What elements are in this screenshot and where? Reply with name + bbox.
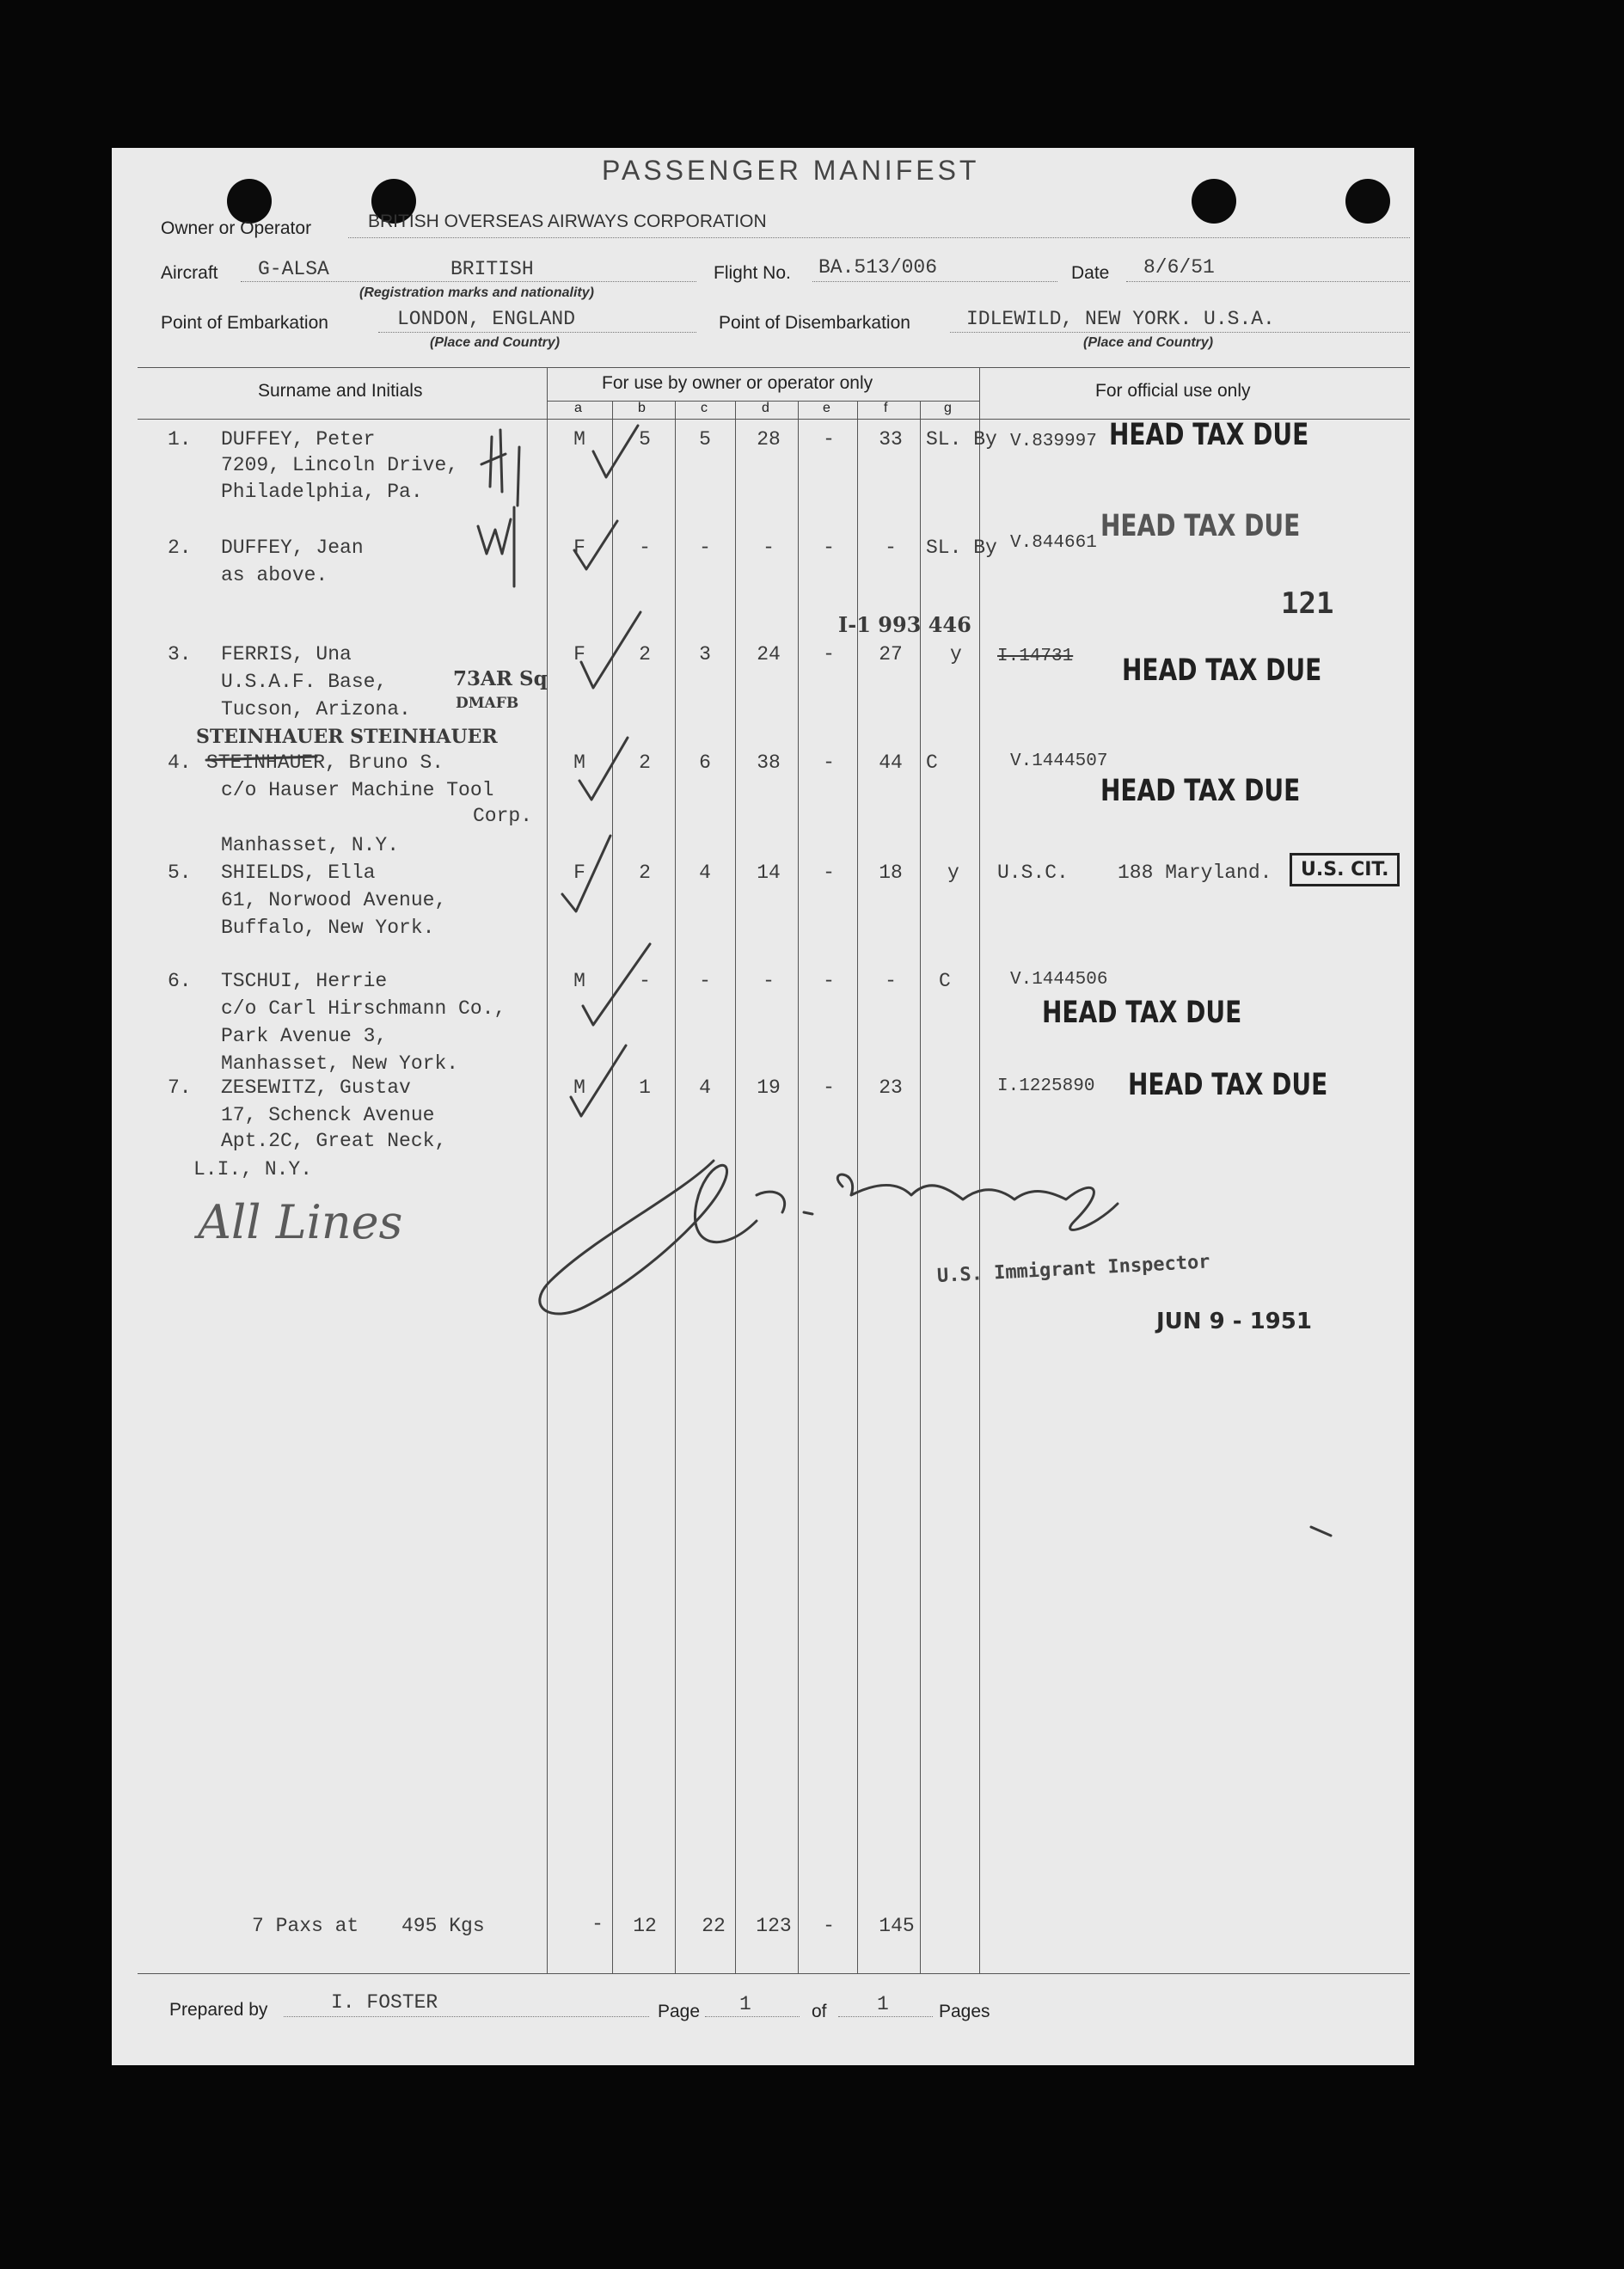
passenger-name: STEINHAUER, Bruno S. — [206, 751, 444, 774]
col-b-value: 2 — [639, 643, 651, 665]
col-a-value: F — [573, 537, 585, 559]
passenger-name: FERRIS, Una — [221, 643, 352, 665]
col-g-value: y — [947, 862, 959, 884]
col-a-value: M — [573, 428, 585, 451]
col-b-value: 1 — [639, 1076, 651, 1099]
of-label: of — [812, 2002, 827, 2021]
passenger-address: Tucson, Arizona. — [221, 698, 411, 721]
passenger-name: SHIELDS, Ella — [221, 862, 376, 884]
row-number: 4. — [168, 751, 192, 774]
checkmark — [581, 612, 640, 688]
row-number: 5. — [168, 862, 192, 884]
passenger-address: 7209, Lincoln Drive, — [221, 454, 459, 476]
official-visa: V.1444506 — [1010, 970, 1108, 990]
passenger-address: 17, Schenck Avenue — [221, 1104, 435, 1126]
col-d-value: - — [763, 537, 775, 559]
flight-label: Flight No. — [714, 263, 791, 283]
total-b: 12 — [633, 1915, 657, 1937]
passenger-address: Manhasset, N.Y. — [221, 834, 400, 856]
col-c-value: - — [699, 537, 711, 559]
disembarkation-label: Point of Disembarkation — [719, 313, 910, 333]
col-a-value: M — [573, 751, 585, 774]
col-a-value: F — [573, 862, 585, 884]
strike-through — [206, 757, 316, 760]
margin-mark — [481, 430, 519, 506]
prepared-by-label: Prepared by — [169, 2000, 268, 2020]
row-number: 2. — [168, 537, 192, 559]
col-g-value: y — [950, 643, 962, 665]
of-value: 1 — [877, 1993, 889, 2015]
aircraft-label: Aircraft — [161, 263, 218, 283]
col-b-value: - — [639, 537, 651, 559]
total-c: 22 — [702, 1915, 726, 1937]
col-letter: a — [574, 401, 582, 415]
col-g-value: C — [939, 970, 951, 992]
col-e-value: - — [823, 643, 835, 665]
flight-number: BA.513/006 — [818, 256, 938, 279]
col-letter: b — [638, 401, 646, 415]
official-address: 188 Maryland. — [1118, 862, 1272, 884]
col-f-value: - — [885, 970, 897, 992]
manifest-title: PASSENGER MANIFEST — [602, 155, 980, 186]
total-d: 123 — [756, 1915, 792, 1937]
passenger-address: Buffalo, New York. — [221, 917, 435, 939]
embarkation-value: LONDON, ENGLAND — [397, 308, 576, 330]
inspector-stamp: U.S. Immigrant Inspector — [936, 1251, 1211, 1287]
official-visa: I.1225890 — [997, 1076, 1095, 1096]
col-a-value: M — [573, 970, 585, 992]
col-letter: c — [701, 401, 708, 415]
col-letter: f — [884, 401, 888, 415]
checkmark — [593, 426, 638, 477]
col-f-value: 33 — [879, 428, 903, 451]
col-e-value: - — [823, 428, 835, 451]
passenger-address: Park Avenue 3, — [221, 1025, 388, 1047]
passenger-address: Manhasset, New York. — [221, 1052, 459, 1075]
row-number: 6. — [168, 970, 192, 992]
col-d-value: 14 — [757, 862, 781, 884]
aircraft-note: (Registration marks and nationality) — [359, 285, 594, 300]
margin-mark — [478, 507, 514, 586]
official-visa: V.844661 — [1010, 533, 1097, 553]
col-c-value: 4 — [699, 862, 711, 884]
col-e-value: - — [823, 751, 835, 774]
passenger-address: c/o Hauser Machine Tool — [221, 779, 494, 801]
header-official-use: For official use only — [1095, 381, 1251, 401]
col-d-value: 24 — [757, 643, 781, 665]
passenger-name: DUFFEY, Peter — [221, 428, 376, 451]
col-d-value: 28 — [757, 428, 781, 451]
checkmark — [562, 836, 610, 911]
head-tax-stamp: HEAD TAX DUE — [1109, 418, 1309, 452]
passenger-address: Apt.2C, Great Neck, — [221, 1130, 447, 1152]
totals-weight: 495 Kgs — [401, 1915, 485, 1937]
handwritten-correction: STEINHAUER STEINHAUER — [196, 726, 498, 748]
col-b-value: - — [639, 970, 651, 992]
embarkation-note: (Place and Country) — [430, 335, 561, 350]
passenger-address: as above. — [221, 564, 328, 586]
col-g-value: SL. By — [926, 428, 997, 451]
col-a-value: M — [573, 1076, 585, 1099]
col-c-value: - — [699, 970, 711, 992]
disembarkation-value: IDLEWILD, NEW YORK. U.S.A. — [966, 308, 1275, 330]
col-f-value: - — [885, 537, 897, 559]
passenger-address: c/o Carl Hirschmann Co., — [221, 997, 506, 1020]
passenger-address: U.S.A.F. Base, — [221, 671, 388, 693]
head-tax-stamp: HEAD TAX DUE — [1100, 774, 1301, 808]
page-label: Page — [658, 2002, 701, 2021]
official-visa: V.839997 — [1010, 432, 1097, 451]
col-c-value: 3 — [699, 643, 711, 665]
head-tax-stamp: HEAD TAX DUE — [1128, 1068, 1328, 1102]
row-number: 3. — [168, 643, 192, 665]
owner-label: Owner or Operator — [161, 218, 312, 238]
embarkation-label: Point of Embarkation — [161, 313, 328, 333]
row-number: 1. — [168, 428, 192, 451]
col-a-value: F — [573, 643, 585, 665]
page-number-stamp: 121 — [1281, 586, 1334, 621]
col-d-value: - — [763, 970, 775, 992]
total-e: - — [823, 1915, 835, 1937]
totals-label: 7 Paxs at — [252, 1915, 359, 1937]
official-visa: I.14731 — [997, 647, 1074, 666]
col-g-value: SL. By — [926, 537, 997, 559]
date-value: 8/6/51 — [1143, 256, 1215, 279]
aircraft-registration: G-ALSA — [258, 258, 329, 280]
col-e-value: - — [823, 970, 835, 992]
handwritten-note: DMAFB — [456, 695, 519, 712]
aircraft-nationality: BRITISH — [450, 258, 534, 280]
owner-value: BRITISH OVERSEAS AIRWAYS CORPORATION — [368, 212, 767, 231]
handwritten-note: 73AR Sq — [453, 667, 548, 690]
col-f-value: 18 — [879, 862, 903, 884]
head-tax-stamp: HEAD TAX DUE — [1122, 653, 1322, 688]
handwritten-number: I-1 993 446 — [838, 612, 971, 637]
col-c-value: 4 — [699, 1076, 711, 1099]
col-f-value: 23 — [879, 1076, 903, 1099]
col-c-value: 5 — [699, 428, 711, 451]
col-e-value: - — [823, 1076, 835, 1099]
inspection-date: JUN 9 - 1951 — [1156, 1309, 1312, 1334]
col-e-value: - — [823, 862, 835, 884]
passenger-address: Corp. — [473, 805, 533, 827]
col-d-value: 19 — [757, 1076, 781, 1099]
col-f-value: 44 — [879, 751, 903, 774]
col-letter: g — [944, 401, 952, 415]
page-value: 1 — [739, 1993, 751, 2015]
passenger-address: L.I., N.Y. — [193, 1158, 313, 1180]
col-b-value: 2 — [639, 862, 651, 884]
passenger-address: 61, Norwood Avenue, — [221, 889, 447, 911]
checkmark — [571, 1046, 626, 1116]
handwritten-all-lines: All Lines — [198, 1195, 403, 1249]
corner-mark — [1311, 1527, 1331, 1536]
checkmark — [583, 944, 650, 1025]
disembarkation-note: (Place and Country) — [1083, 335, 1214, 350]
official-status: U.S.C. — [997, 862, 1069, 884]
total-f: 145 — [879, 1915, 915, 1937]
official-visa: V.1444507 — [1010, 751, 1108, 771]
col-g-value: C — [926, 751, 938, 774]
col-f-value: 27 — [879, 643, 903, 665]
passenger-name: ZESEWITZ, Gustav — [221, 1076, 411, 1099]
checkmark — [579, 738, 628, 800]
signature — [540, 1161, 1118, 1314]
pages-label: Pages — [939, 2002, 990, 2021]
date-label: Date — [1071, 263, 1110, 283]
passenger-name: TSCHUI, Herrie — [221, 970, 388, 992]
header-surname: Surname and Initials — [258, 381, 423, 401]
col-e-value: - — [823, 537, 835, 559]
prepared-by-value: I. FOSTER — [331, 1991, 438, 2014]
col-b-value: 2 — [639, 751, 651, 774]
us-cit-stamp: U.S. CIT. — [1290, 853, 1400, 886]
total-a: - — [591, 1913, 604, 1935]
row-number: 7. — [168, 1076, 192, 1099]
passenger-address: Philadelphia, Pa. — [221, 481, 423, 503]
checkmark — [574, 521, 617, 569]
col-letter: e — [823, 401, 830, 415]
col-d-value: 38 — [757, 751, 781, 774]
head-tax-stamp: HEAD TAX DUE — [1100, 509, 1301, 543]
head-tax-stamp: HEAD TAX DUE — [1042, 996, 1242, 1030]
col-b-value: 5 — [639, 428, 651, 451]
col-letter: d — [762, 401, 769, 415]
passenger-name: DUFFEY, Jean — [221, 537, 364, 559]
col-c-value: 6 — [699, 751, 711, 774]
header-owner-use: For use by owner or operator only — [602, 373, 873, 393]
